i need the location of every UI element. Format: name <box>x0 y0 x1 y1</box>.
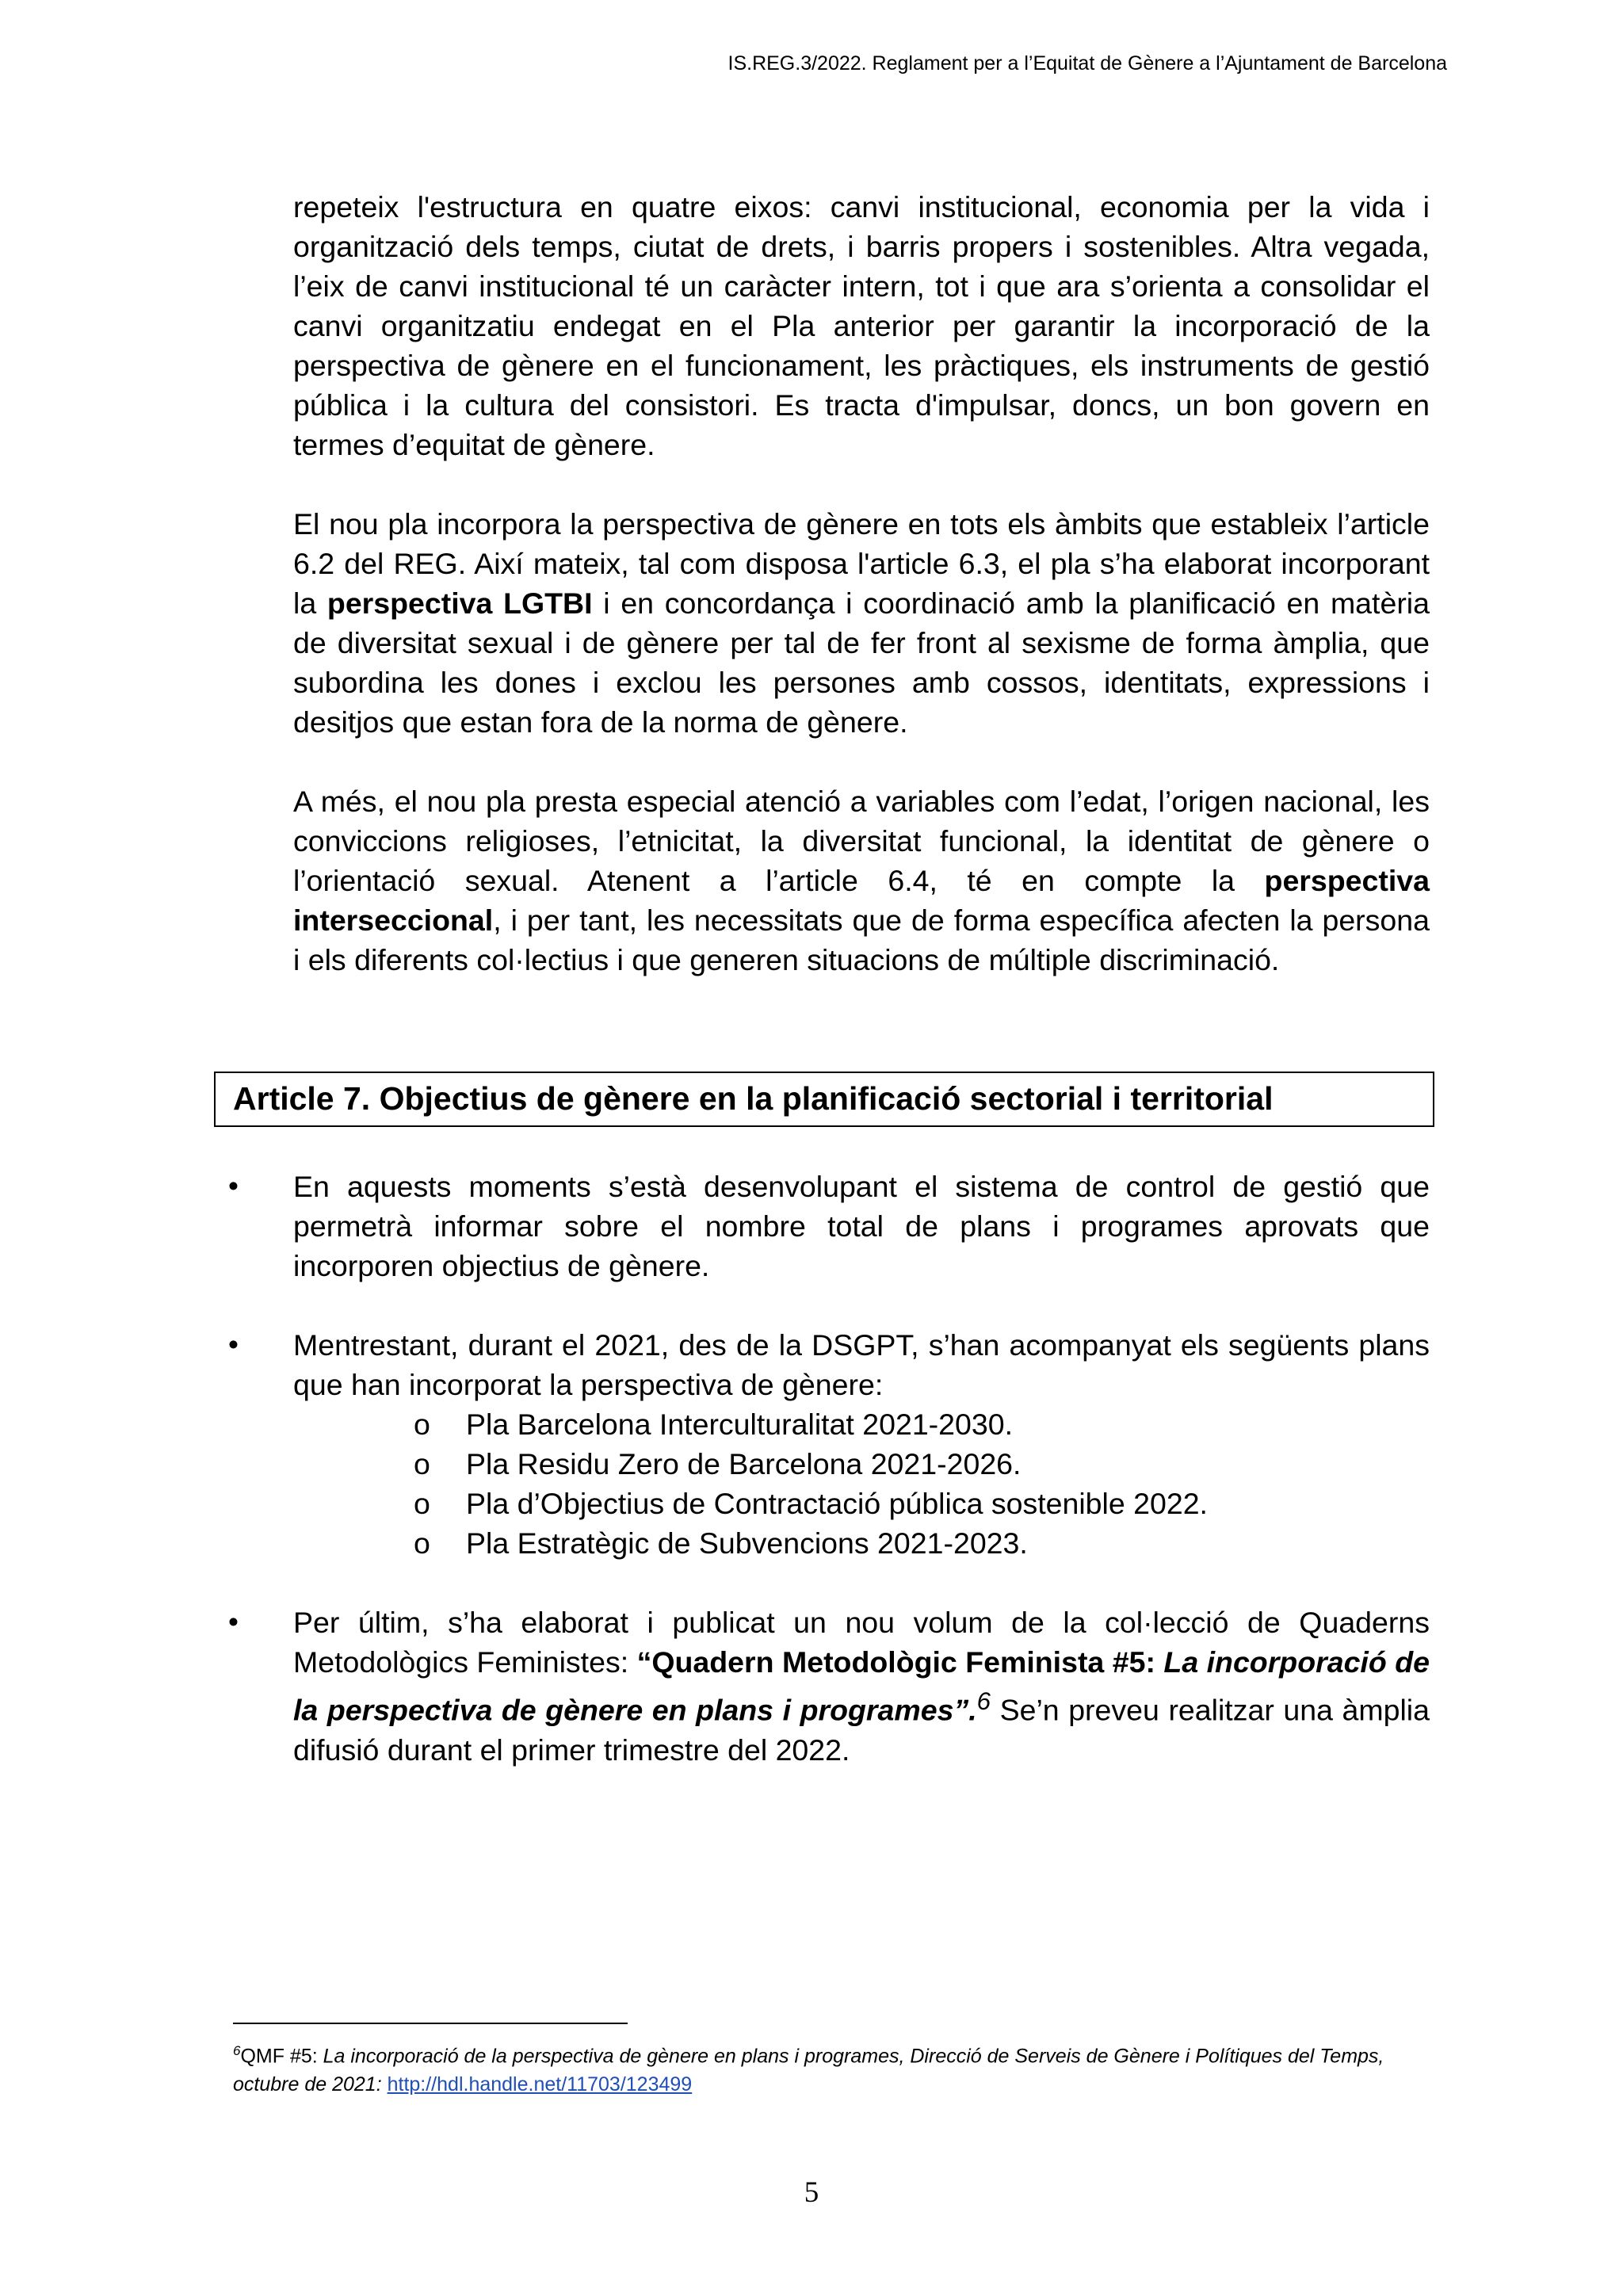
footnote-separator <box>233 2023 628 2024</box>
footnote-number: 6 <box>233 2043 241 2058</box>
bullet-marker: • <box>228 1328 239 1361</box>
sub-bullet-marker: o <box>414 1408 430 1441</box>
sub-item-text: Pla Barcelona Interculturalitat 2021-2030. <box>466 1408 1014 1441</box>
bold-term-intersectional: perspectiva interseccional <box>293 864 1430 937</box>
bullet-marker: • <box>228 1606 239 1638</box>
running-header: IS.REG.3/2022. Reglament per a l’Equitat de Gènere a l’Ajuntament de Barcelona <box>727 52 1447 74</box>
footnote-reference[interactable]: 6 <box>976 1687 991 1715</box>
bullet-list <box>220 1167 1430 1809</box>
paragraph-intersectional <box>293 781 1430 980</box>
bullet-text: En aquests moments s’està desenvolupant el sistema de control de gestió que permetrà informar sobre el nombre total de plans i programes aprovats que incorporen objectius de gènere. <box>293 1170 1430 1282</box>
list-item <box>220 1603 1430 1770</box>
article-heading: Article 7. Objectius de gènere en la planificació sectorial i territorial <box>214 1072 1434 1127</box>
plans-sublist <box>293 1404 1430 1563</box>
paragraph-plan-structure: repeteix l'estructura en quatre eixos: canvi institucional, economia per la vida i organització dels temps, ciutat de drets, i barris propers i sostenibles. Altra vegada, l’eix de canvi institucional té un caràcter intern, tot i que ara s’orienta a consolidar el canvi organitzatiu endegat en el Pla anterior per garantir la incorporació de la perspectiva de gènere en el funcionament, les pràctiques, els instruments de gestió pública i la cultura del consistori. Es tracta d'impulsar, doncs, un bon govern en termes d’equitat de gènere. <box>293 190 1430 461</box>
bold-quadern-title: “Quadern Metodològic Feminista #5: <box>636 1645 1164 1679</box>
page-number: 5 <box>804 2176 819 2209</box>
sub-item-text: Pla d’Objectius de Contractació pública sostenible 2022. <box>466 1487 1208 1520</box>
bullet-text: Mentrestant, durant el 2021, des de la DSGPT, s’han acompanyat els següents plans que han incorporat la perspectiva de gènere: <box>293 1328 1430 1401</box>
list-item <box>220 1167 1430 1286</box>
bullet-text: Per últim, s’ha elaborat i publicat un nou volum de la col·lecció de Quaderns Metodològics Feministes: <box>293 1606 1430 1679</box>
paragraph-text: , i per tant, les necessitats que de forma específica afecten la persona i els diferents col·lectius i que generen situacions de múltiple discriminació. <box>293 904 1430 976</box>
sub-item-text: Pla Residu Zero de Barcelona 2021-2026. <box>466 1447 1022 1480</box>
sub-list-item <box>293 1484 1430 1523</box>
sub-item-text: Pla Estratègic de Subvencions 2021-2023. <box>466 1526 1028 1560</box>
sub-bullet-marker: o <box>414 1487 430 1520</box>
bold-term-lgtbi: perspectiva LGTBI <box>327 586 593 620</box>
footnote-link[interactable]: http://hdl.handle.net/11703/123499 <box>387 2073 693 2096</box>
paragraph-lgtbi-perspective <box>293 504 1430 742</box>
sub-list-item <box>293 1444 1430 1484</box>
list-item <box>220 1325 1430 1563</box>
intro-section <box>293 187 1430 980</box>
paragraph-text: i en concordança i coordinació amb la planificació en matèria de diversitat sexual i de gènere per tal de fer front al sexisme de forma àmplia, que subordina les dones i exclou les persones amb cossos, identitats, expressions i desitjos que estan fora de la norma de gènere. <box>293 586 1430 739</box>
footnote-citation: La incorporació de la perspectiva de gènere en plans i programes, Direcció de Serveis de Gènere i Polítiques del Temps, octubre de 2021: <box>233 2045 1384 2096</box>
sub-list-item <box>293 1404 1430 1444</box>
closing-quote: ”. <box>953 1693 977 1727</box>
bullet-marker: • <box>228 1170 239 1202</box>
bullet-text: Se’n preveu realitzar una àmplia difusió durant el primer trimestre del 2022. <box>293 1693 1430 1767</box>
sub-bullet-marker: o <box>414 1526 430 1560</box>
paragraph-text: El nou pla incorpora la perspectiva de gènere en tots els àmbits que estableix l’article 6.2 del REG. Així mateix, tal com disposa l'article 6.3, el pla s’ha elaborat incorporant la <box>293 507 1430 620</box>
bold-italic-quadern-subtitle: La incorporació de la perspectiva de gènere en plans i programes <box>293 1645 1430 1727</box>
sub-bullet-marker: o <box>414 1447 430 1480</box>
footnote-prefix: QMF #5: <box>240 2045 323 2068</box>
paragraph-text: A més, el nou pla presta especial atenció a variables com l’edat, l’origen nacional, les conviccions religioses, l’etnicitat, la diversitat funcional, la identitat de gènere o l’orientació sexual. Atenent a l’article 6.4, té en compte la <box>293 785 1430 897</box>
sub-list-item <box>293 1523 1430 1563</box>
footnote <box>233 2037 1430 2099</box>
